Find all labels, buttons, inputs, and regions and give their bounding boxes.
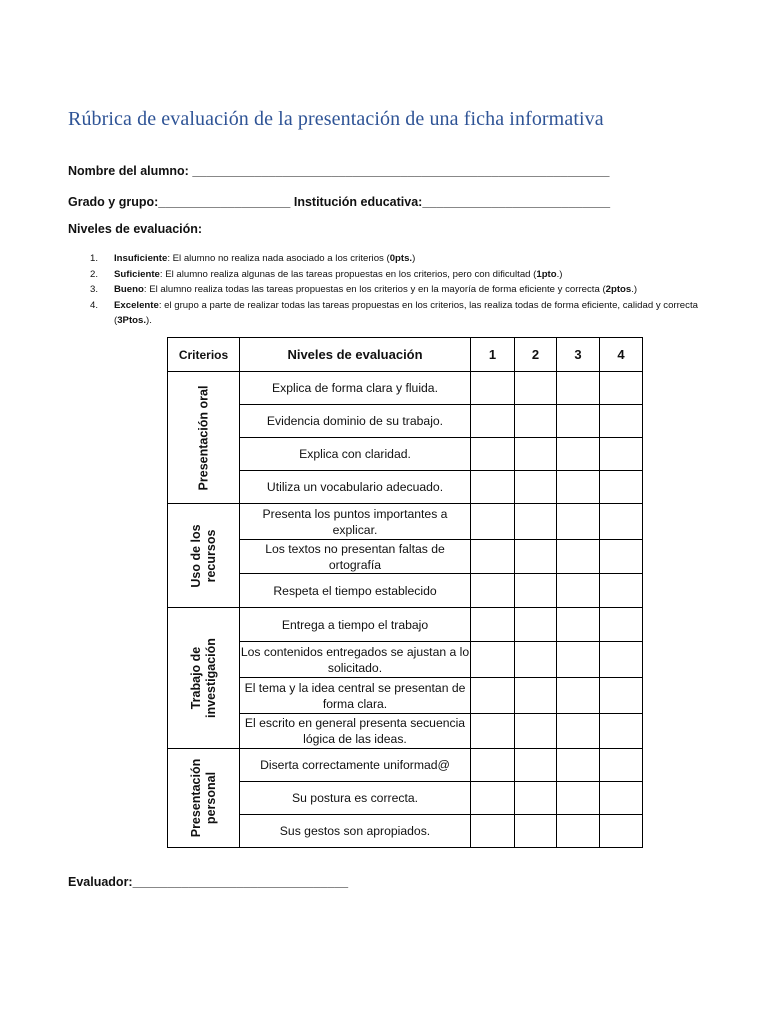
score-cell[interactable] xyxy=(600,504,643,540)
level-points: 3Ptos. xyxy=(117,315,146,326)
score-cell[interactable] xyxy=(515,405,557,438)
level-item xyxy=(90,298,710,329)
institution-field: Institución educativa:___________________________ xyxy=(293,195,611,209)
group-label xyxy=(189,628,219,728)
table-row xyxy=(168,504,643,540)
criterion-cell: Presenta los puntos importantes a explicar. xyxy=(240,504,471,540)
level-number: 3. xyxy=(90,284,99,295)
score-cell[interactable] xyxy=(557,574,600,608)
table-header-row xyxy=(168,338,643,372)
score-cell[interactable] xyxy=(515,815,557,848)
score-cell[interactable] xyxy=(471,438,515,471)
criterion-cell: Los contenidos entregados se ajustan a lo solicitado. xyxy=(240,642,471,678)
grade-institution-line xyxy=(68,195,610,209)
score-cell[interactable] xyxy=(515,471,557,504)
criterion-cell: Su postura es correcta. xyxy=(240,782,471,815)
group-label-cell xyxy=(168,608,240,749)
level-description: : El alumno realiza todas las tareas propuestas en los criterios y en la mayoría de forma eficiente y correcta ( xyxy=(143,284,606,295)
level-points: 0pts. xyxy=(389,253,413,264)
score-cell[interactable] xyxy=(557,782,600,815)
group-label-cell xyxy=(168,372,240,504)
student-name-field: Nombre del alumno: ____________________________________________________________ xyxy=(68,164,610,178)
score-cell[interactable] xyxy=(557,714,600,749)
table-row xyxy=(168,608,643,642)
score-cell[interactable] xyxy=(471,714,515,749)
score-cell[interactable] xyxy=(557,471,600,504)
level-number: 1. xyxy=(90,253,99,264)
evaluator-field: Evaluador:_______________________________ xyxy=(68,875,349,889)
score-cell[interactable] xyxy=(600,815,643,848)
level-label: Bueno xyxy=(114,284,144,295)
level-item xyxy=(90,251,710,267)
criterion-cell: El tema y la idea central se presentan de forma clara. xyxy=(240,678,471,714)
score-cell[interactable] xyxy=(600,714,643,749)
score-cell[interactable] xyxy=(471,782,515,815)
level-label: Excelente xyxy=(114,299,159,311)
score-cell[interactable] xyxy=(600,540,643,574)
criterion-cell: Explica de forma clara y fluida. xyxy=(240,372,471,405)
score-cell[interactable] xyxy=(515,782,557,815)
group-label-text: Uso de los recursos xyxy=(188,523,218,588)
score-cell[interactable] xyxy=(515,608,557,642)
score-cell[interactable] xyxy=(557,642,600,678)
score-cell[interactable] xyxy=(471,574,515,608)
score-cell[interactable] xyxy=(515,574,557,608)
group-label xyxy=(189,511,219,601)
level-description: : El alumno realiza algunas de las tareas propuestas en los criterios, pero con dificultad ( xyxy=(159,268,537,280)
score-cell[interactable] xyxy=(557,372,600,405)
score-cell[interactable] xyxy=(600,471,643,504)
criterion-cell: Sus gestos son apropiados. xyxy=(240,815,471,848)
group-label-cell xyxy=(168,504,240,608)
group-label-text: Trabajo de investigación xyxy=(188,638,218,718)
level-close: .) xyxy=(556,268,563,280)
score-cell[interactable] xyxy=(471,540,515,574)
level-points: 1pto xyxy=(536,268,557,280)
level-points: 2ptos xyxy=(605,284,632,295)
score-cell[interactable] xyxy=(600,642,643,678)
score-cell[interactable] xyxy=(471,815,515,848)
level-number: 4. xyxy=(90,299,99,311)
score-cell[interactable] xyxy=(600,405,643,438)
level-close: .) xyxy=(631,284,638,295)
criterion-cell: Explica con claridad. xyxy=(240,438,471,471)
level-item xyxy=(90,282,710,298)
score-cell[interactable] xyxy=(515,678,557,714)
score-cell[interactable] xyxy=(471,678,515,714)
level-label: Insuficiente xyxy=(114,253,168,264)
score-cell[interactable] xyxy=(515,504,557,540)
score-cell[interactable] xyxy=(557,504,600,540)
table-row xyxy=(168,749,643,782)
level-number: 2. xyxy=(90,268,99,280)
score-cell[interactable] xyxy=(471,405,515,438)
group-label: Presentación oral xyxy=(196,385,210,490)
score-cell[interactable] xyxy=(557,608,600,642)
levels-list xyxy=(90,251,710,329)
group-label-text: Presentación personal xyxy=(188,758,218,838)
score-cell[interactable] xyxy=(557,438,600,471)
level-item xyxy=(90,267,710,283)
criterion-cell: Utiliza un vocabulario adecuado. xyxy=(240,471,471,504)
criterion-cell: Entrega a tiempo el trabajo xyxy=(240,608,471,642)
score-cell[interactable] xyxy=(600,608,643,642)
levels-heading: Niveles de evaluación: xyxy=(68,222,203,236)
score-cell[interactable] xyxy=(515,540,557,574)
criterion-cell: Evidencia dominio de su trabajo. xyxy=(240,405,471,438)
header-levels: Niveles de evaluación xyxy=(240,338,471,372)
score-cell[interactable] xyxy=(600,749,643,782)
header-score-4: 4 xyxy=(600,338,643,372)
score-cell[interactable] xyxy=(557,749,600,782)
level-label: Suficiente xyxy=(114,268,160,280)
score-cell[interactable] xyxy=(515,438,557,471)
level-close: ). xyxy=(146,315,152,326)
score-cell[interactable] xyxy=(600,438,643,471)
score-cell[interactable] xyxy=(515,642,557,678)
score-cell[interactable] xyxy=(471,608,515,642)
rubric-table xyxy=(167,337,643,848)
header-score-3: 3 xyxy=(557,338,600,372)
level-description: : El alumno no realiza nada asociado a los criterios ( xyxy=(167,253,390,264)
criterion-cell: Diserta correctamente uniformad@ xyxy=(240,749,471,782)
group-label-cell xyxy=(168,749,240,848)
grade-group-field: Grado y grupo:___________________ xyxy=(68,195,294,209)
score-cell[interactable] xyxy=(515,372,557,405)
level-description: : el grupo a parte de realizar todas las tareas propuestas en los criterios, las realiza todas de forma eficiente, calidad y correcta ( xyxy=(114,299,698,326)
score-cell[interactable] xyxy=(600,782,643,815)
score-cell[interactable] xyxy=(557,678,600,714)
score-cell[interactable] xyxy=(557,540,600,574)
header-criteria: Criterios xyxy=(168,338,240,372)
page-title: Rúbrica de evaluación de la presentación de una ficha informativa xyxy=(68,108,604,130)
group-label xyxy=(189,751,219,846)
score-cell[interactable] xyxy=(471,749,515,782)
score-cell[interactable] xyxy=(515,749,557,782)
score-cell[interactable] xyxy=(471,504,515,540)
level-close: ) xyxy=(412,253,416,264)
score-cell[interactable] xyxy=(471,372,515,405)
header-score-2: 2 xyxy=(515,338,557,372)
criterion-cell: Los textos no presentan faltas de ortografía xyxy=(240,540,471,574)
score-cell[interactable] xyxy=(471,642,515,678)
score-cell[interactable] xyxy=(557,815,600,848)
header-score-1: 1 xyxy=(471,338,515,372)
criterion-cell: Respeta el tiempo establecido xyxy=(240,574,471,608)
score-cell[interactable] xyxy=(515,714,557,749)
score-cell[interactable] xyxy=(600,372,643,405)
score-cell[interactable] xyxy=(557,405,600,438)
score-cell[interactable] xyxy=(600,574,643,608)
table-row xyxy=(168,372,643,405)
score-cell[interactable] xyxy=(471,471,515,504)
criterion-cell: El escrito en general presenta secuencia lógica de las ideas. xyxy=(240,714,471,749)
score-cell[interactable] xyxy=(600,678,643,714)
